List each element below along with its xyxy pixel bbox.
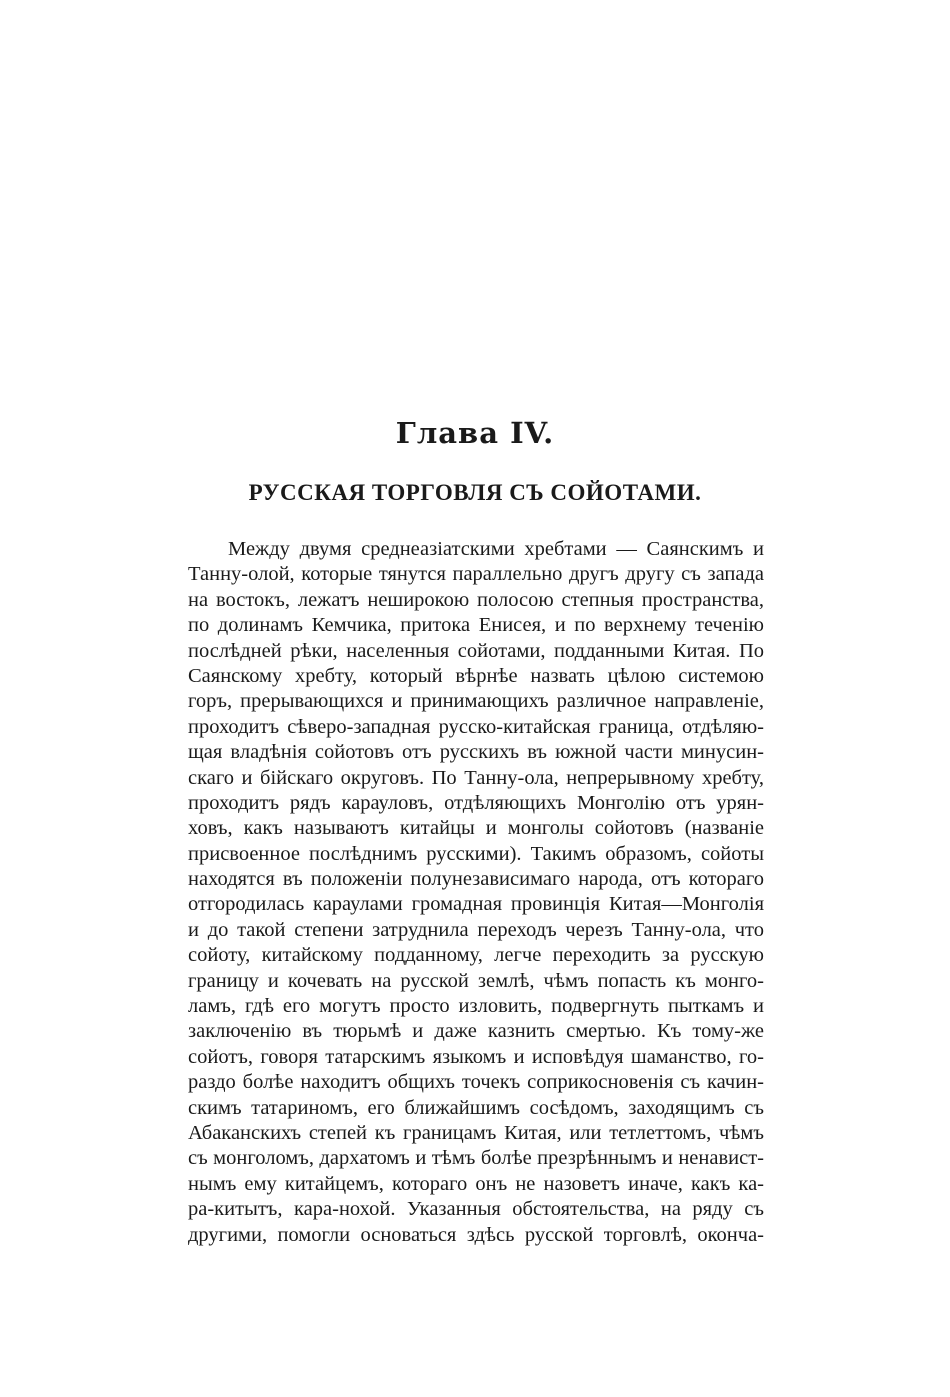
text-line: съ монголомъ, дархатомъ и тѣмъ болѣе презрѣннымъ и ненавист- [188,1147,764,1170]
text-line: сойотъ, говоря татарскимъ языкомъ и исповѣдуя шаманство, го- [188,1045,764,1068]
text-line: Между двумя среднеазіатскими хребтами — Саянскимъ и [228,538,764,560]
text-line: находятся въ положеніи полунезависимаго народа, отъ котораго [188,868,764,891]
text-line: проходитъ сѣверо-западная русско-китайская граница, отдѣляю- [188,715,764,738]
text-line: ховъ, какъ называютъ китайцы и монголы сойотовъ (названіе [188,817,764,840]
text-line: Танну-олой, которые тянутся параллельно другъ другу съ запада [188,563,764,586]
text-line: щая владѣнія сойотовъ отъ русскихъ въ южной части минусин- [188,741,764,764]
chapter-subtitle: РУССКАЯ ТОРГОВЛЯ СЪ СОЙОТАМИ. [248,480,702,505]
text-line: Саянскому хребту, который вѣрнѣе назвать цѣлою системою [188,664,764,687]
text-line: горъ, прерывающихся и принимающихъ различное направленіе, [188,690,764,713]
text-line: присвоенное послѣднимъ русскими). Такимъ образомъ, сойоты [188,842,764,865]
text-line: раздо болѣе находитъ общихъ точекъ соприкосновенія съ качин- [188,1071,764,1094]
text-line: скимъ татариномъ, его ближайшимъ сосѣдомъ, заходящимъ съ [188,1096,764,1119]
text-line: нымъ ему китайцемъ, котораго онъ не назоветъ иначе, какъ ка- [188,1172,764,1195]
body-paragraph [188,537,764,1248]
text-line: ра-китытъ, кара-нохой. Указанныя обстоятельства, на ряду съ [188,1198,764,1221]
chapter-title: Глава IV. [395,416,555,450]
text-line: по долинамъ Кемчика, притока Енисея, и по верхнему теченію [188,614,764,637]
text-line: на востокъ, лежатъ неширокою полосою степныя пространства, [188,588,764,611]
text-line: Абаканскихъ степей къ границамъ Китая, или тетлеттомъ, чѣмъ [188,1121,764,1144]
text-line: другими, помогли основаться здѣсь русской торговлѣ, оконча- [188,1223,764,1246]
text-line: заключенію въ тюрьмѣ и даже казнить смертью. Къ тому-же [188,1020,764,1043]
text-line: границу и кочевать на русской землѣ, чѣмъ попасть къ монго- [188,969,764,992]
text-line: ламъ, гдѣ его могутъ просто изловить, подвергнуть пыткамъ и [188,995,764,1018]
text-line: сойоту, китайскому подданному, легче переходить за русскую [188,944,764,967]
text-line: и до такой степени затруднила переходъ черезъ Танну-ола, что [188,918,764,941]
text-line: отгородилась караулами громадная провинція Китая—Монголія [188,893,764,916]
text-line: послѣдней рѣки, населенныя сойотами, подданными Китая. По [188,639,764,662]
text-line: скаго и бійскаго округовъ. По Танну-ола, непрерывному хребту, [188,766,764,789]
text-line: проходитъ рядъ карауловъ, отдѣляющихъ Монголію отъ урян- [188,791,764,814]
